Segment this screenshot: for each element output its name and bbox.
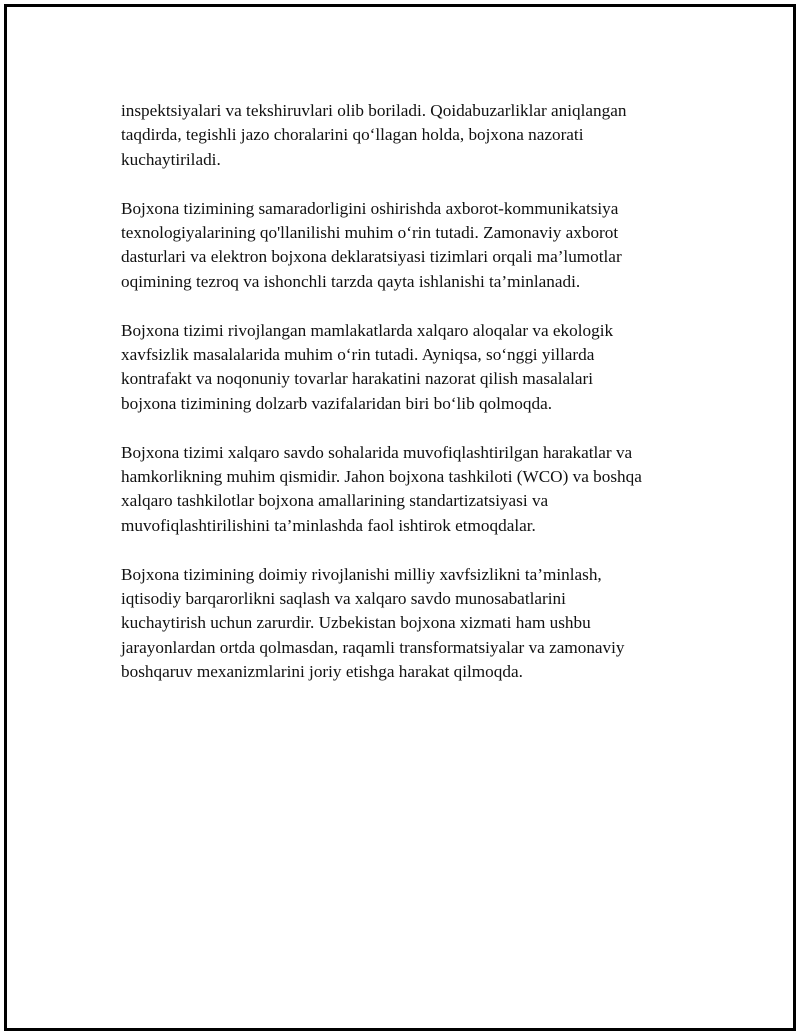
paragraph-2: Bojxona tizimining samaradorligini oshirishda axborot-kommunikatsiya texnologiyalarining qo'llanilishi muhim o‘rin tutadi. Zamonaviy axborot dasturlari va elektron bojxona deklaratsiyasi tizimlari orqali ma’lumotlar oqimining tezroq va ishonchli tarzda qayta ishlanishi ta’minlanadi. bbox=[121, 198, 622, 291]
paragraph-4: Bojxona tizimi xalqaro savdo sohalarida muvofiqlashtirilgan harakatlar va hamkorlikning muhim qismidir. Jahon bojxona tashkiloti (WCO) va boshqa xalqaro tashkilotlar bojxona amallarining standartizatsiyasi va muvofiqlashtirilishini ta’minlashda faol ishtirok etmoqdalar. bbox=[121, 442, 642, 535]
paragraph-3: Bojxona tizimi rivojlangan mamlakatlarda xalqaro aloqalar va ekologik xavfsizlik masalalarida muhim o‘rin tutadi. Ayniqsa, so‘nggi yillarda kontrafakt va noqonuniy tovarlar harakatini nazorat qilish masalalari bojxona tizimining dolzarb vazifalaridan biri bo‘lib qolmoqda. bbox=[121, 320, 614, 413]
paragraph-1: inspektsiyalari va tekshiruvlari olib boriladi. Qoidabuzarliklar aniqlangan taqdirda, tegishli jazo choralarini qo‘llagan holda, bojxona nazorati kuchaytiriladi. bbox=[121, 101, 627, 169]
paragraph-5: Bojxona tizimining doimiy rivojlanishi milliy xavfsizlikni ta’minlash, iqtisodiy barqarorlikni saqlash va xalqaro savdo munosabatlarini kuchaytirish uchun zarurdir. Uzbekistan bojxona xizmati ham ushbu jarayonlardan ortda qolmasdan, raqamli transformatsiyalar va zamonaviy boshqaruv mexanizmlarini joriy etishga harakat qilmoqda. bbox=[121, 564, 625, 682]
document-body bbox=[121, 99, 691, 709]
document-page bbox=[4, 4, 796, 1031]
